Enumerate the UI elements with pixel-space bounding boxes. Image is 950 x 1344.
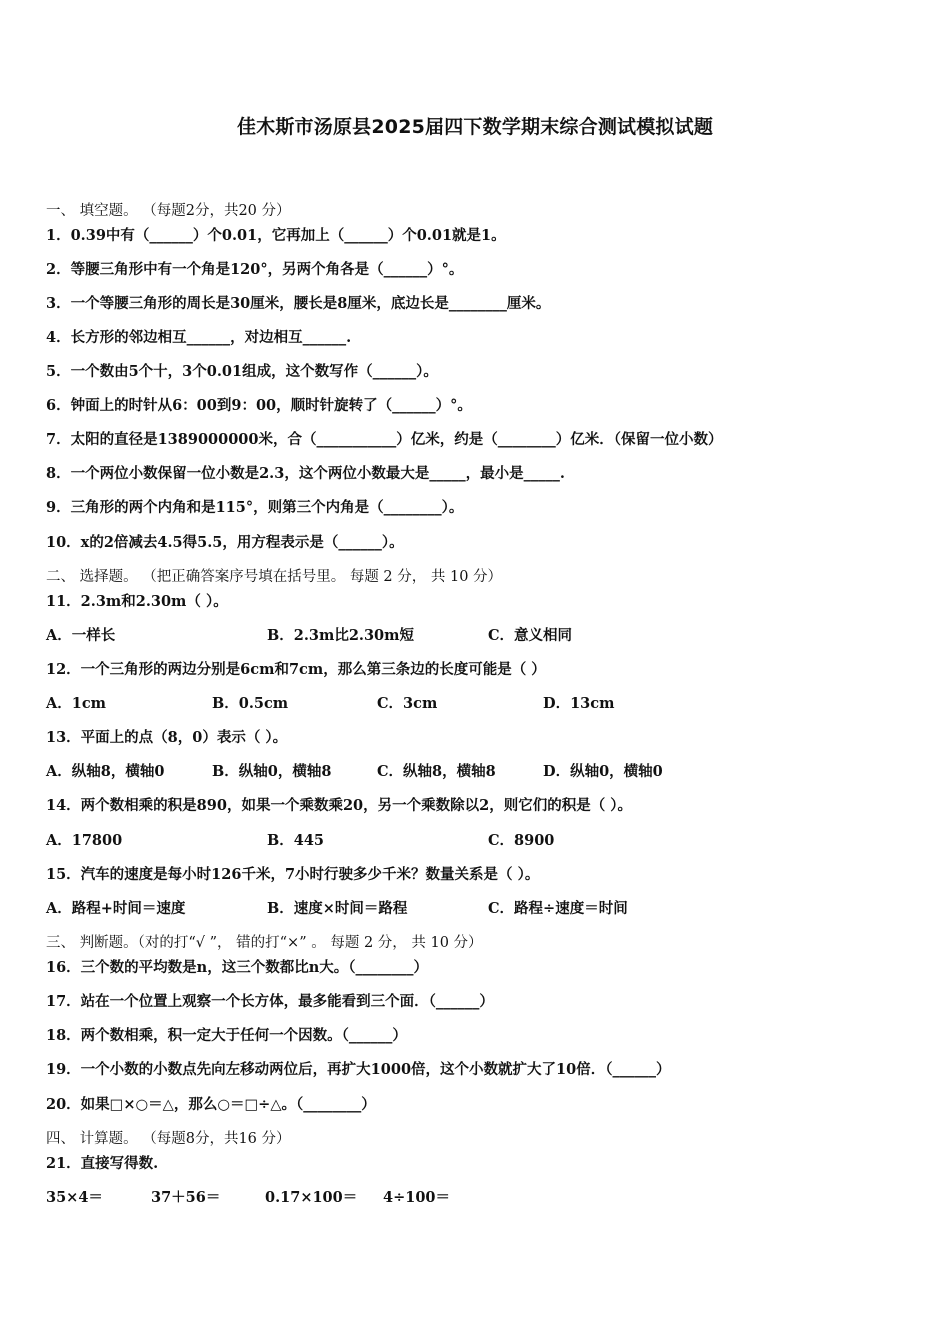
question-6: 6．钟面上的时针从6：00到9：00，顺时针旋转了（______）°。 <box>46 397 472 414</box>
question-18: 18．两个数相乘，积一定大于任何一个因数。（______） <box>46 1027 407 1044</box>
q13-option-c: C．纵轴8，横轴8 <box>377 763 496 780</box>
question-14: 14．两个数相乘的积是890，如果一个乘数乘20，另一个乘数除以2，则它们的积是（ ）。 <box>46 797 633 814</box>
question-21: 21．直接写得数. <box>46 1155 159 1172</box>
question-9: 9．三角形的两个内角和是115°，则第三个内角是（________）。 <box>46 499 464 516</box>
question-3: 3．一个等腰三角形的周长是30厘米，腰长是8厘米，底边长是________厘米。 <box>46 295 551 312</box>
question-2: 2．等腰三角形中有一个角是120°，另两个角各是（______）°。 <box>46 261 464 278</box>
calc-item: 35×4＝ <box>46 1189 103 1206</box>
q12-option-b: B．0.5cm <box>212 695 289 712</box>
question-19: 19．一个小数的小数点先向左移动两位后，再扩大1000倍，这个小数就扩大了10倍．（______） <box>46 1061 671 1078</box>
section-header-calculation: 四、 计算题。 （每题8分，共16 分） <box>46 1131 291 1147</box>
question-8: 8．一个两位小数保留一位小数是2.3，这个两位小数最大是_____，最小是_____. <box>46 465 565 482</box>
question-1: 1．0.39中有（______）个0.01，它再加上（______）个0.01就是1。 <box>46 227 506 244</box>
question-13: 13．平面上的点（8，0）表示（ ）。 <box>46 729 288 746</box>
q12-option-c: C．3cm <box>377 695 438 712</box>
question-7: 7．太阳的直径是1389000000米，合（___________）亿米，约是（________）亿米．（保留一位小数） <box>46 431 723 448</box>
calc-item: 0.17×100＝ <box>265 1189 358 1206</box>
question-20: 20．如果□×○＝△，那么○＝□÷△。（________） <box>46 1096 376 1113</box>
q14-option-c: C．8900 <box>488 832 555 849</box>
q15-option-a: A．路程+时间＝速度 <box>46 900 186 917</box>
q15-option-b: B．速度×时间＝路程 <box>267 900 408 917</box>
calc-item: 4÷100＝ <box>383 1189 451 1206</box>
q11-option-c: C．意义相同 <box>488 627 573 644</box>
q11-option-a: A．一样长 <box>46 627 116 644</box>
q11-option-b: B．2.3m比2.30m短 <box>267 627 414 644</box>
section-header-choice: 二、 选择题。 （把正确答案序号填在括号里。 每题 2 分， 共 10 分） <box>46 569 503 585</box>
question-16: 16．三个数的平均数是n，这三个数都比n大。（________） <box>46 959 429 976</box>
page-title: 佳木斯市汤原县2025届四下数学期末综合测试模拟试题 <box>236 116 714 138</box>
q12-option-a: A．1cm <box>46 695 107 712</box>
q13-option-d: D．纵轴0，横轴0 <box>543 763 663 780</box>
q13-option-a: A．纵轴8，横轴0 <box>46 763 165 780</box>
q13-option-b: B．纵轴0，横轴8 <box>212 763 332 780</box>
question-5: 5．一个数由5个十，3个0.01组成，这个数写作（______）。 <box>46 363 438 380</box>
question-11: 11．2.3m和2.30m（ ）。 <box>46 593 228 610</box>
question-12: 12．一个三角形的两边分别是6cm和7cm，那么第三条边的长度可能是（ ） <box>46 661 546 678</box>
q14-option-b: B．445 <box>267 832 325 849</box>
section-header-fill-in: 一、 填空题。 （每题2分，共20 分） <box>46 203 291 219</box>
q14-option-a: A．17800 <box>46 832 123 849</box>
question-17: 17．站在一个位置上观察一个长方体，最多能看到三个面．（______） <box>46 993 494 1010</box>
question-10: 10．x的2倍减去4.5得5.5，用方程表示是（______）。 <box>46 534 404 551</box>
section-header-true-false: 三、 判断题。（对的打“√ ”， 错的打“×” 。 每题 2 分， 共 10 分） <box>46 935 483 951</box>
question-15: 15．汽车的速度是每小时126千米，7小时行驶多少千米？数量关系是（ ）。 <box>46 866 540 883</box>
q12-option-d: D．13cm <box>543 695 615 712</box>
calc-item: 37＋56＝ <box>151 1189 221 1206</box>
q15-option-c: C．路程÷速度＝时间 <box>488 900 628 917</box>
question-4: 4．长方形的邻边相互______，对边相互______. <box>46 329 352 346</box>
